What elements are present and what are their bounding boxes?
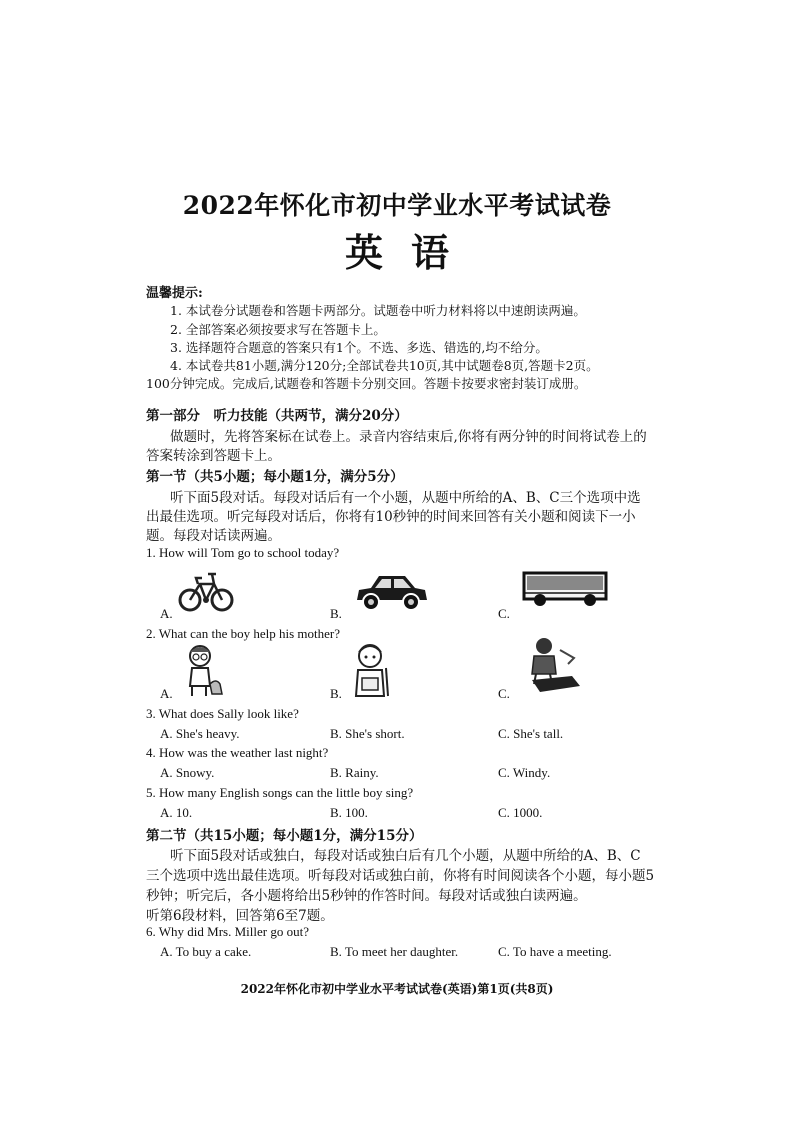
bicycle-icon (178, 566, 234, 616)
section1-instruction-cont2: 题。每段对话读两遍。 (146, 528, 281, 544)
boy-cooking-icon (520, 636, 586, 698)
question-3: 3. What does Sally look like? (146, 706, 299, 721)
tips-heading: 温馨提示: (146, 286, 203, 301)
car-icon (353, 572, 429, 616)
section2-instruction-cont2: 秒钟；听完后，各小题将给出5秒钟的作答时间。每段对话或独白读两遍。 (146, 888, 587, 904)
section2-material-note: 听第6段材料，回答第6至7题。 (146, 908, 334, 924)
question-1-option-b: B. (330, 606, 342, 621)
question-2: 2. What can the boy help his mother? (146, 626, 340, 641)
question-6-option-a: A. To buy a cake. (160, 944, 252, 959)
question-6: 6. Why did Mrs. Miller go out? (146, 924, 309, 939)
question-4: 4. How was the weather last night? (146, 745, 329, 760)
question-5-option-c: C. 1000. (498, 805, 543, 820)
tip-item-4: 4. 本试卷共81小题,满分120分;全部试卷共10页,其中试题卷8页,答题卡2页。 (170, 358, 599, 373)
question-1-option-c: C. (498, 606, 510, 621)
question-1: 1. How will Tom go to school today? (146, 545, 340, 560)
question-5: 5. How many English songs can the little boy sing? (146, 785, 414, 800)
question-2-option-c: C. (498, 686, 510, 701)
question-2-option-b: B. (330, 686, 342, 701)
section2-instruction-cont: 三个选项中选出最佳选项。听每段对话或独白前，你将有时间阅读各个小题，每小题5 (146, 868, 655, 884)
question-4-option-a: A. Snowy. (160, 765, 215, 780)
page-title: 2022年怀化市初中学业水平考试试卷 (182, 191, 612, 220)
section1-heading: 第一节（共5小题；每小题1分，满分5分） (146, 469, 404, 485)
page-footer: 2022年怀化市初中学业水平考试试卷(英语)第1页(共8页) (240, 982, 554, 996)
tip-item-4-continued: 100分钟完成。完成后,试题卷和答题卡分别交回。答题卡按要求密封装订成册。 (146, 376, 587, 391)
tip-item-1: 1. 本试卷分试题卷和答题卡两部分。试题卷中听力材料将以中速朗读两遍。 (170, 303, 586, 318)
question-1-option-a: A. (160, 606, 173, 621)
part1-heading: 第一部分 听力技能（共两节，满分20分） (146, 408, 408, 424)
question-6-option-c: C. To have a meeting. (498, 944, 612, 959)
bus-icon (522, 571, 608, 611)
question-3-option-a: A. She's heavy. (160, 726, 240, 741)
part1-instruction: 做题时，先将答案标在试卷上。录音内容结束后,你将有两分钟的时间将试卷上的 (170, 429, 647, 445)
question-3-option-c: C. She's tall. (498, 726, 564, 741)
boy-with-dog-icon (180, 642, 226, 702)
subject-title: 英语 (344, 230, 477, 275)
part1-instruction-cont: 答案转涂到答题卡上。 (146, 448, 281, 464)
question-5-option-a: A. 10. (160, 805, 193, 820)
question-5-option-b: B. 100. (330, 805, 368, 820)
question-4-option-b: B. Rainy. (330, 765, 379, 780)
tip-item-3: 3. 选择题符合题意的答案只有1个。不选、多选、错选的,均不给分。 (170, 340, 548, 355)
section2-instruction: 听下面5段对话或独白，每段对话或独白后有几个小题，从题中所给的A、B、C (170, 848, 641, 864)
boy-reading-icon (350, 640, 396, 702)
tip-item-2: 2. 全部答案必须按要求写在答题卡上。 (170, 322, 386, 337)
question-3-option-b: B. She's short. (330, 726, 405, 741)
question-2-option-a: A. (160, 686, 173, 701)
section1-instruction-cont: 出最佳选项。听完每段对话后，你将有10秒钟的时间来回答有关小题和阅读下一小 (146, 509, 636, 525)
question-4-option-c: C. Windy. (498, 765, 551, 780)
section2-heading: 第二节（共15小题；每小题1分，满分15分） (146, 828, 423, 844)
question-6-option-b: B. To meet her daughter. (330, 944, 459, 959)
section1-instruction: 听下面5段对话。每段对话后有一个小题，从题中所给的A、B、C三个选项中选 (170, 490, 641, 506)
